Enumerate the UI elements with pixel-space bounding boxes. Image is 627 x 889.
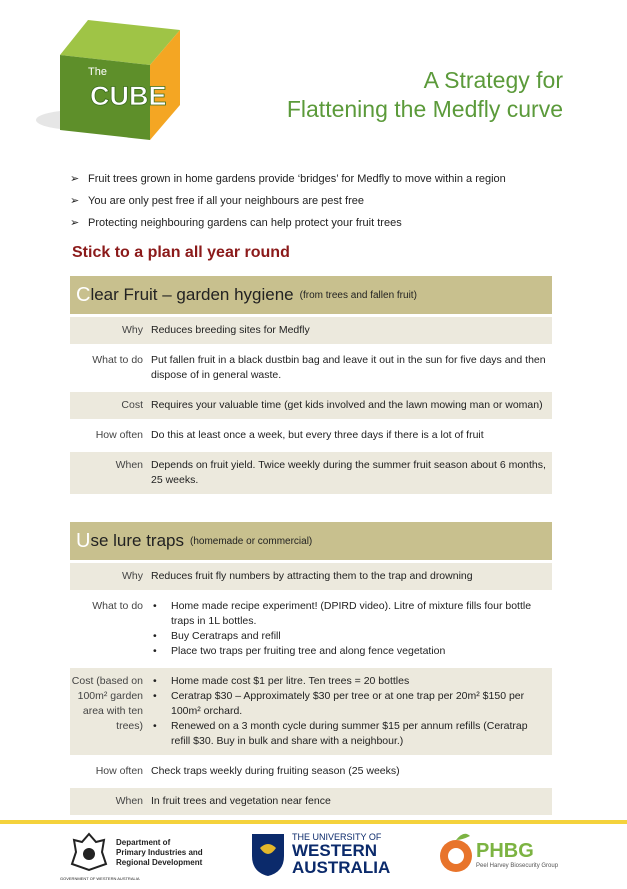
title-line-1: A Strategy for (423, 67, 563, 93)
list-item: • Place two traps per fruiting tree and along fence vegetation (151, 644, 546, 659)
list-item: • Home made cost $1 per litre. Ten trees = 20 bottles (151, 674, 546, 689)
arrow-bullet-icon: ➢ (70, 217, 80, 229)
section-header (70, 276, 552, 314)
list-item: • Renewed on a 3 month cycle during summer $15 per annum refills (Ceratrap refill $30. Buy in bulk and share with a neighbour.) (151, 719, 546, 749)
table-row: Cost (based on 100m² garden area with ten trees) • Home made cost $1 per litre. Ten trees = 20 bottles • Ceratrap $30 – Approximately $30 per tree or at one trap per 20m² $150 per 100m² orchard. • Renewed on a 3 month cycle during summer $15 per annum refills (Ceratrap refill $30. Buy in bulk and share with a neighbour.) (70, 668, 552, 755)
section-initial: U (76, 529, 91, 552)
dpird-subtext: GOVERNMENT OF WESTERN AUSTRALIA (60, 876, 140, 881)
cube-logo (30, 20, 190, 140)
phbg-logo-icon (436, 830, 476, 876)
section-title: lear Fruit – garden hygiene (90, 285, 294, 304)
arrow-bullet-icon: ➢ (70, 173, 80, 185)
table-row: Why Reduces breeding sites for Medfly (70, 317, 552, 344)
intro-bullet: ➢ Fruit trees grown in home gardens provide ‘bridges’ for Medfly to move within a region (70, 168, 590, 190)
table-row: Why Reduces fruit fly numbers by attracting them to the trap and drowning (70, 563, 552, 590)
uwa-name: THE UNIVERSITY OF WESTERN AUSTRALIA (292, 832, 391, 877)
lure-traps-section (70, 522, 552, 815)
section-note: (homemade or commercial) (190, 535, 313, 547)
intro-bullet: ➢ Protecting neighbouring gardens can help protect your fruit trees (70, 212, 590, 234)
section-header (70, 522, 552, 560)
logo-big-text: CUBE (90, 81, 167, 111)
list-item: • Home made recipe experiment! (DPIRD video). Litre of mixture fills four bottle traps in 1L bottles. (151, 599, 546, 629)
plan-heading: Stick to a plan all year round (72, 244, 290, 261)
page-title (287, 66, 563, 124)
title-line-2: Flattening the Medfly curve (286, 96, 563, 122)
phbg-name: PHBG Peel Harvey Biosecurity Group (476, 840, 559, 869)
clear-fruit-section (70, 276, 552, 494)
section-title: se lure traps (90, 531, 184, 550)
wa-crest-icon (66, 830, 112, 876)
intro-bullets (70, 168, 590, 234)
section-initial: C (76, 283, 91, 306)
arrow-bullet-icon: ➢ (70, 195, 80, 207)
intro-bullet: ➢ You are only pest free if all your neighbours are pest free (70, 190, 590, 212)
section-note: (from trees and fallen fruit) (299, 289, 417, 301)
table-row: What to do Put fallen fruit in a black dustbin bag and leave it out in the sun for five days and then dispose of in general waste. (92, 354, 546, 381)
table-row: How often Check traps weekly during fruiting season (25 weeks) (95, 765, 400, 777)
uwa-crest-icon (248, 830, 288, 878)
table-row: How often Do this at least once a week, but every three days if there is a lot of fruit (95, 429, 484, 441)
table-row: When In fruit trees and vegetation near fence (70, 788, 552, 815)
list-item: • Ceratrap $30 – Approximately $30 per tree or at one trap per 20m² $150 per 100m² orchard. (151, 689, 546, 719)
table-row: What to do • Home made recipe experiment! (DPIRD video). Litre of mixture fills four bottle traps in 1L bottles. • Buy Ceratraps and refill • Place two traps per fruiting tree and along fence vegetation (70, 593, 552, 665)
table-row: Cost Requires your valuable time (get kids involved and the lawn mowing man or woman) (70, 392, 552, 419)
footer-divider (0, 820, 627, 824)
dpird-name: Department of Primary Industries and Regional Development (116, 838, 203, 867)
table-row: When Depends on fruit yield. Twice weekly during the summer fruit season about 6 months, 25 weeks. (70, 452, 552, 494)
logo-small-text: The (88, 66, 107, 78)
list-item: • Buy Ceratraps and refill (151, 629, 546, 644)
